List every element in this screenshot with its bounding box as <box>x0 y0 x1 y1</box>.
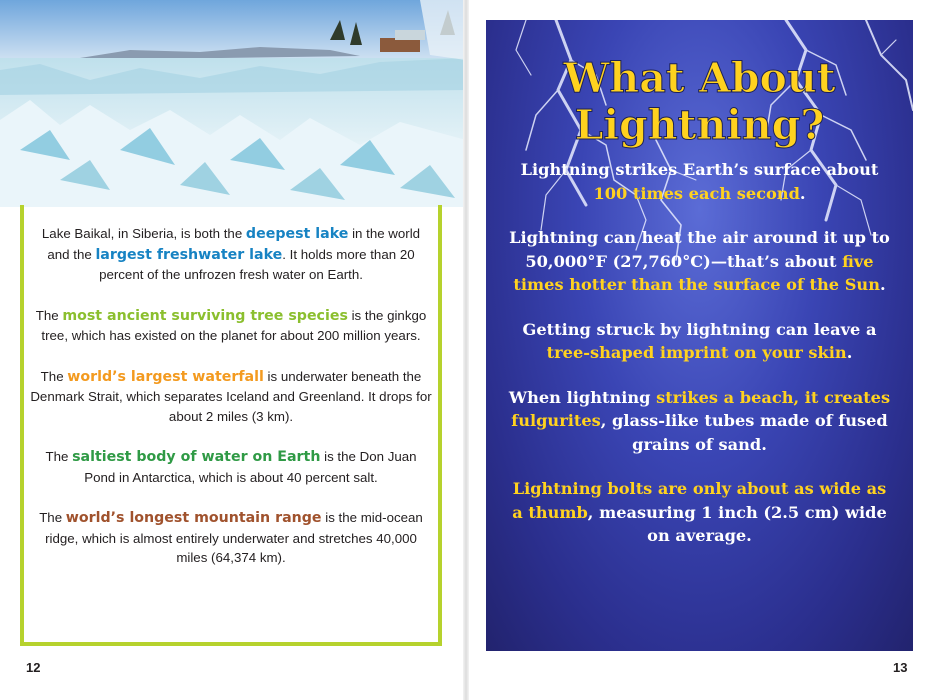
left-page <box>0 0 466 700</box>
fact-text: is the mid-ocean ridge, which is almost entirely underwater and stretches 40,000 miles (64,374 km). <box>45 510 423 565</box>
fact-highlight: five times hotter than the surface of the Sun <box>513 251 880 294</box>
title-line-2: Lightning? <box>574 101 825 149</box>
fact-tree-imprint <box>506 318 893 365</box>
fact-mountain-range <box>30 508 432 568</box>
fact-underwater-waterfall <box>30 367 432 427</box>
world-facts-list <box>30 224 432 589</box>
lightning-facts-list <box>506 158 893 569</box>
fact-text: is the ginkgo tree, which has existed on the planet for about 200 million years. <box>41 307 427 343</box>
fact-text: The <box>40 368 68 384</box>
fact-strike-rate <box>506 158 893 205</box>
fact-text: is underwater beneath the Denmark Strait, which separates Iceland and Greenland. It drops for about 2 miles (3 km). <box>30 368 432 424</box>
fact-text: When lightning <box>508 387 657 407</box>
fact-saltiest-water <box>30 447 432 487</box>
fact-text: . It holds more than 20 percent of the unfrozen fresh water on Earth. <box>99 246 415 282</box>
fact-text: Lightning can heat the air around it up to 50,000°F (27,760°C)—that’s about <box>509 228 890 271</box>
fact-text: . <box>879 275 886 294</box>
fact-text: Lightning strikes Earth’s surface about <box>520 160 879 179</box>
page-number-right: 13 <box>893 660 908 675</box>
fact-lake-baikal <box>30 224 432 285</box>
frozen-lake-photo <box>0 0 466 207</box>
fact-highlight: Lightning bolts are only about as wide as a thumb <box>512 479 887 522</box>
fact-highlight: saltiest body of water on Earth <box>72 449 321 465</box>
fact-highlight: most ancient surviving tree species <box>62 307 348 324</box>
fact-highlight: 100 times each second <box>593 183 800 203</box>
frozen-lake-image <box>0 0 466 207</box>
lightning-title <box>486 55 913 149</box>
fact-text: is the Don Juan Pond in Antarctica, which is about 40 percent salt. <box>84 449 417 485</box>
fact-highlight: deepest lake <box>245 226 349 242</box>
fact-text: in the world and the <box>47 226 421 262</box>
fact-text: The <box>39 510 66 525</box>
book-gutter <box>463 0 469 700</box>
fact-text: , glass-like tubes made of fused grains of sand. <box>600 411 888 454</box>
fact-highlight: tree-shaped imprint on your skin <box>546 343 847 362</box>
fact-fulgurites <box>506 386 893 457</box>
fact-highlight: world’s longest mountain range <box>65 510 322 526</box>
fact-text: Lake Baikal, in Siberia, is both the <box>41 226 246 241</box>
title-line-1: What About <box>563 54 836 102</box>
fact-text: . <box>799 183 806 203</box>
fact-highlight: largest freshwater lake <box>95 246 283 263</box>
fact-bolt-width <box>506 477 893 548</box>
fact-text: The <box>45 449 73 464</box>
fact-text: . <box>846 343 853 362</box>
fact-text: , measuring 1 inch (2.5 cm) wide on average. <box>587 502 887 545</box>
page-number-left: 12 <box>26 660 41 675</box>
fact-lightning-heat <box>506 226 893 297</box>
lightning-panel <box>486 20 913 651</box>
fact-ginkgo-tree <box>30 306 432 346</box>
fact-text: Getting struck by lightning can leave a <box>522 319 877 339</box>
fact-text: The <box>35 307 63 323</box>
fact-highlight: world’s largest waterfall <box>67 368 264 385</box>
fact-highlight: strikes a beach, it creates fulgurites <box>511 387 891 430</box>
